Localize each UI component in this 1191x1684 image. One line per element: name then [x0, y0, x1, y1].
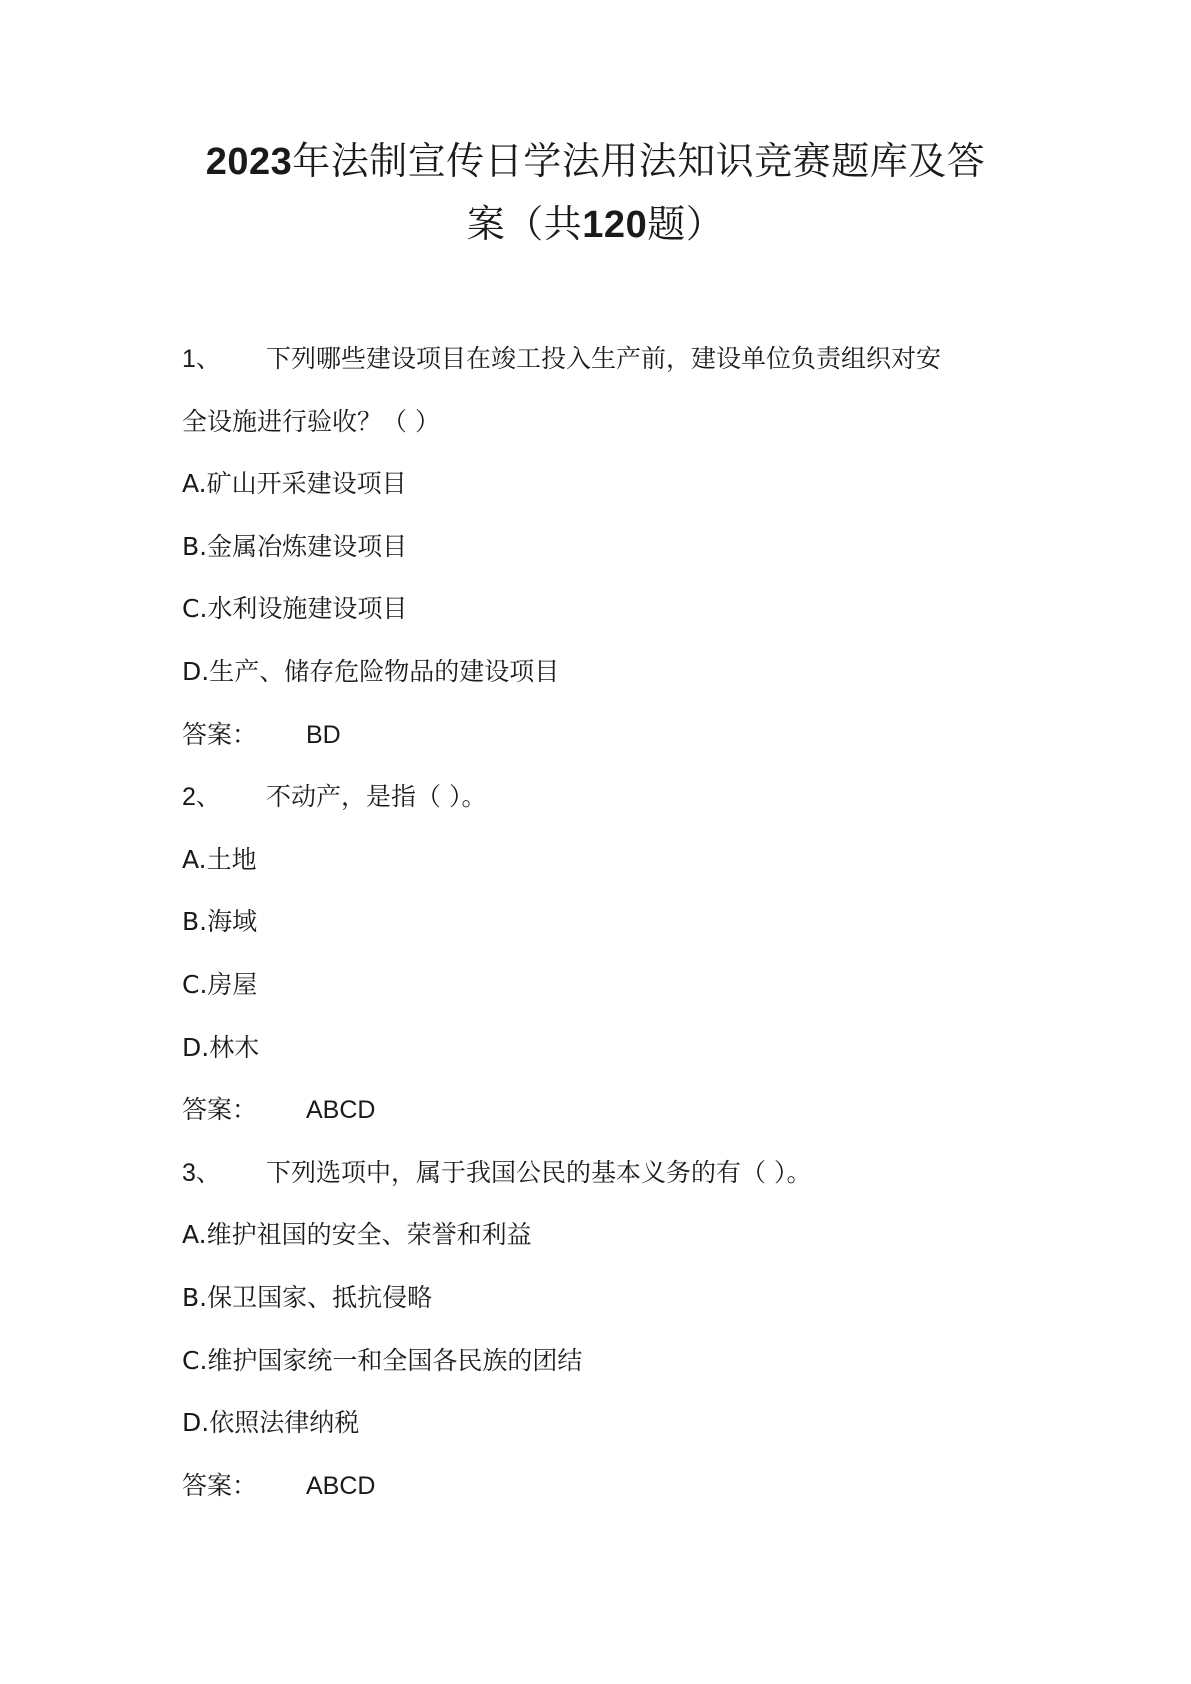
title-line-2	[120, 193, 1071, 256]
title-text-2b: 题）	[647, 202, 725, 246]
title-text-2a: 案（共	[466, 202, 583, 246]
option-d: D.生产、储存危险物品的建设项目	[182, 656, 560, 686]
option-d: D.依照法律纳税	[182, 1408, 360, 1438]
title-text-1: 年法制宣传日学法用法知识竞赛题库及答	[292, 139, 986, 183]
answer-2	[182, 1079, 1012, 1142]
option-a: A.维护祖国的安全、荣誉和利益	[182, 1220, 532, 1250]
answer-label: 答案：	[182, 719, 258, 749]
title-count: 120	[582, 204, 648, 246]
answer-label: 答案：	[182, 1095, 258, 1125]
option-a: A.矿山开采建设项目	[182, 469, 407, 499]
answer-value: BD	[306, 720, 341, 749]
answer-value: ABCD	[306, 1471, 376, 1500]
question-list	[182, 328, 1012, 1517]
question-number: 2、	[182, 783, 221, 812]
option-d: D.林木	[182, 1032, 260, 1062]
answer-3	[182, 1455, 1012, 1518]
option-b: B.海域	[182, 907, 258, 937]
question-1-continuation	[182, 391, 1012, 454]
option-b: B.保卫国家、抵抗侵略	[182, 1282, 433, 1312]
option-c: C.水利设施建设项目	[182, 594, 408, 624]
title-line-1	[120, 130, 1071, 193]
question-3	[182, 1142, 1012, 1205]
question-1	[182, 328, 1012, 391]
question-text: 下列哪些建设项目在竣工投入生产前，建设单位负责组织对安	[266, 344, 942, 373]
question-text: 下列选项中，属于我国公民的基本义务的有（ ）。	[266, 1157, 812, 1187]
question-text: 全设施进行验收？（ ）	[182, 406, 440, 436]
answer-label: 答案：	[182, 1470, 258, 1500]
title-year: 2023	[205, 141, 293, 183]
option-c: C.维护国家统一和全国各民族的团结	[182, 1345, 583, 1375]
option-b: B.金属冶炼建设项目	[182, 531, 408, 561]
question-number: 1、	[182, 345, 221, 373]
answer-1	[182, 704, 1012, 767]
option-c: C.房屋	[182, 969, 258, 999]
question-text: 不动产，是指（ ）。	[266, 782, 487, 812]
option-a: A.土地	[182, 844, 257, 874]
answer-value: ABCD	[306, 1096, 376, 1125]
document-title	[120, 130, 1071, 256]
question-2	[182, 766, 1012, 829]
question-number: 3、	[182, 1158, 221, 1187]
